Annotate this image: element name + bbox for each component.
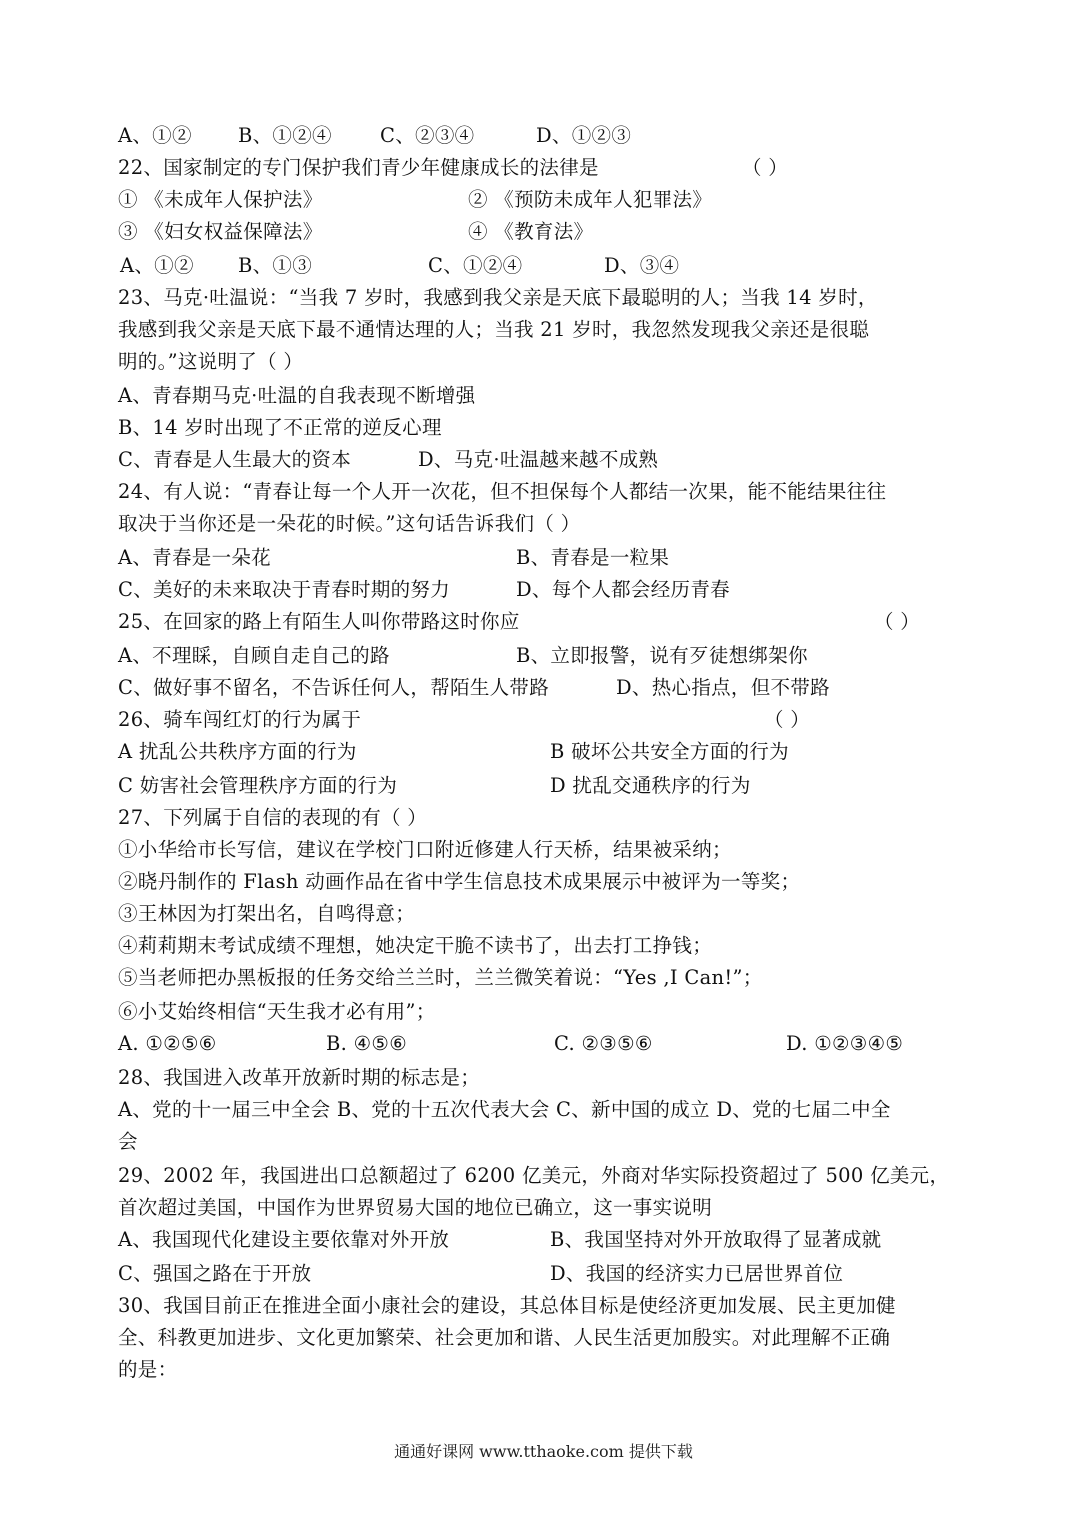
text-segment: ④ 《教育法》: [468, 220, 594, 243]
text-segment: B、立即报警，说有歹徒想绑架你: [516, 644, 808, 667]
text-content: ①小华给市长写信，建议在学校门口附近修建人行天桥，结果被采纳；: [118, 838, 732, 861]
text-segment: D 扰乱交通秩序的行为: [550, 774, 751, 797]
text-content: 全、科教更加进步、文化更加繁荣、社会更加和谐、人民生活更加殷实。对此理解不正确: [118, 1326, 891, 1349]
text-line: [118, 1224, 978, 1256]
text-line: [118, 1354, 978, 1386]
text-segment: D、我国的经济实力已居世界首位: [550, 1262, 844, 1285]
text-segment: ① 《未成年人保护法》: [118, 188, 323, 211]
text-segment: A、青春是一朵花: [118, 546, 271, 569]
text-line: [118, 866, 978, 898]
text-line: [118, 542, 978, 574]
text-line: [118, 736, 978, 768]
text-segment: B、①②④: [238, 124, 332, 147]
text-segment: A. ①②⑤⑥: [118, 1032, 217, 1055]
text-line: [118, 1192, 978, 1224]
text-segment: 25、在回家的路上有陌生人叫你带路这时你应: [118, 610, 520, 633]
text-content: 29、2002 年，我国进出口总额超过了 6200 亿美元，外商对华实际投资超过了 500 亿美元，: [118, 1164, 950, 1187]
text-line: [118, 314, 978, 346]
text-content: 的是：: [118, 1358, 178, 1381]
text-line: [118, 120, 978, 152]
text-line: [118, 184, 978, 216]
text-line: [118, 412, 978, 444]
text-content: 23、马克·吐温说：“当我 7 岁时，我感到我父亲是天底下最聪明的人；当我 14 岁时，: [118, 286, 878, 309]
text-segment: B、我国坚持对外开放取得了显著成就: [550, 1228, 882, 1251]
text-content: ⑤当老师把办黑板报的任务交给兰兰时，兰兰微笑着说：“Yes ,I Can!”；: [118, 966, 763, 989]
text-segment: D、①②③: [536, 124, 632, 147]
text-segment: C、美好的未来取决于青春时期的努力: [118, 578, 451, 601]
text-line: [118, 216, 978, 248]
text-content: 24、有人说：“青春让每一个人开一次花，但不担保每个人都结一次果，能不能结果往往: [118, 480, 887, 503]
text-content: ④莉莉期末考试成绩不理想，她决定干脆不读书了，出去打工挣钱；: [118, 934, 713, 957]
text-line: [118, 672, 978, 704]
text-segment: ② 《预防未成年人犯罪法》: [468, 188, 713, 211]
text-segment: D、热心指点，但不带路: [616, 676, 830, 699]
text-segment: ③ 《妇女权益保障法》: [118, 220, 323, 243]
text-segment: B 破坏公共安全方面的行为: [550, 740, 789, 763]
text-content: ⑥小艾始终相信“天生我才必有用”；: [118, 1000, 436, 1023]
text-content: B、14 岁时出现了不正常的逆反心理: [118, 416, 442, 439]
text-line: [118, 1290, 978, 1322]
text-segment: D、马克·吐温越来越不成熟: [418, 448, 659, 471]
text-segment: 26、骑车闯红灯的行为属于: [118, 708, 362, 731]
text-content: A、党的十一届三中全会 B、党的十五次代表大会 C、新中国的成立 D、党的七届二中全: [118, 1098, 891, 1121]
text-line: [118, 508, 978, 540]
text-line: [118, 476, 978, 508]
text-content: ③王林因为打架出名，自鸣得意；: [118, 902, 416, 925]
text-line: [118, 640, 978, 672]
text-content: A、青春期马克·吐温的自我表现不断增强: [118, 384, 476, 407]
text-segment: D. ①②③④⑤: [786, 1032, 904, 1055]
text-content: ②晓丹制作的 Flash 动画作品在省中学生信息技术成果展示中被评为一等奖；: [118, 870, 801, 893]
text-segment: B. ④⑤⑥: [326, 1032, 407, 1055]
page-footer: 通通好课网 www.tthaoke.com 提供下载: [394, 1442, 693, 1461]
text-line: [118, 282, 978, 314]
text-line: [118, 152, 978, 184]
text-content: 我感到我父亲是天底下最不通情达理的人；当我 21 岁时，我忽然发现我父亲还是很聪: [118, 318, 870, 341]
text-line: [118, 802, 978, 834]
text-line: [118, 770, 978, 802]
text-segment: B、青春是一粒果: [516, 546, 670, 569]
text-segment: C. ②③⑤⑥: [554, 1032, 653, 1055]
text-segment: C、青春是人生最大的资本: [118, 448, 352, 471]
text-content: 27、下列属于自信的表现的有（ ）: [118, 806, 428, 829]
text-line: [118, 380, 978, 412]
text-content: 首次超过美国，中国作为世界贸易大国的地位已确立，这一事实说明: [118, 1196, 713, 1219]
text-line: [118, 346, 978, 378]
text-line: [118, 444, 978, 476]
text-segment: 22、国家制定的专门保护我们青少年健康成长的法律是: [118, 156, 599, 179]
text-line: [118, 1322, 978, 1354]
text-line: [118, 1258, 978, 1290]
text-line: [118, 834, 978, 866]
text-segment: C 妨害社会管理秩序方面的行为: [118, 774, 398, 797]
text-line: [118, 1028, 978, 1060]
text-segment: （ ）: [764, 708, 811, 731]
text-line: [118, 962, 978, 994]
text-segment: A、①②: [118, 124, 192, 147]
text-segment: A、①②: [120, 254, 194, 277]
text-line: [118, 704, 978, 736]
text-content: 明的。”这说明了（ ）: [118, 350, 304, 373]
text-line: [118, 574, 978, 606]
text-line: [118, 996, 978, 1028]
text-line: [118, 1094, 978, 1126]
text-content: 取决于当你还是一朵花的时候。”这句话告诉我们（ ）: [118, 512, 581, 535]
text-content: 30、我国目前正在推进全面小康社会的建设，其总体目标是使经济更加发展、民主更加健: [118, 1294, 896, 1317]
text-line: [118, 250, 978, 282]
text-segment: C、②③④: [380, 124, 475, 147]
text-segment: D、③④: [604, 254, 680, 277]
text-segment: C、①②④: [428, 254, 523, 277]
text-line: [118, 930, 978, 962]
text-line: [118, 1160, 978, 1192]
text-segment: （ ）: [742, 156, 789, 179]
text-line: [118, 898, 978, 930]
text-segment: A、不理睬，自顾自走自己的路: [118, 644, 390, 667]
text-content: 会: [118, 1130, 138, 1153]
text-segment: A 扰乱公共秩序方面的行为: [118, 740, 357, 763]
text-line: [118, 1062, 978, 1094]
text-segment: C、强国之路在于开放: [118, 1262, 312, 1285]
text-segment: A、我国现代化建设主要依靠对外开放: [118, 1228, 450, 1251]
text-segment: B、①③: [238, 254, 313, 277]
text-line: [118, 606, 978, 638]
text-content: 28、我国进入改革开放新时期的标志是；: [118, 1066, 481, 1089]
text-segment: D、每个人都会经历青春: [516, 578, 730, 601]
text-segment: C、做好事不留名，不告诉任何人，帮陌生人带路: [118, 676, 550, 699]
text-segment: （ ）: [874, 610, 921, 633]
text-line: [118, 1126, 978, 1158]
